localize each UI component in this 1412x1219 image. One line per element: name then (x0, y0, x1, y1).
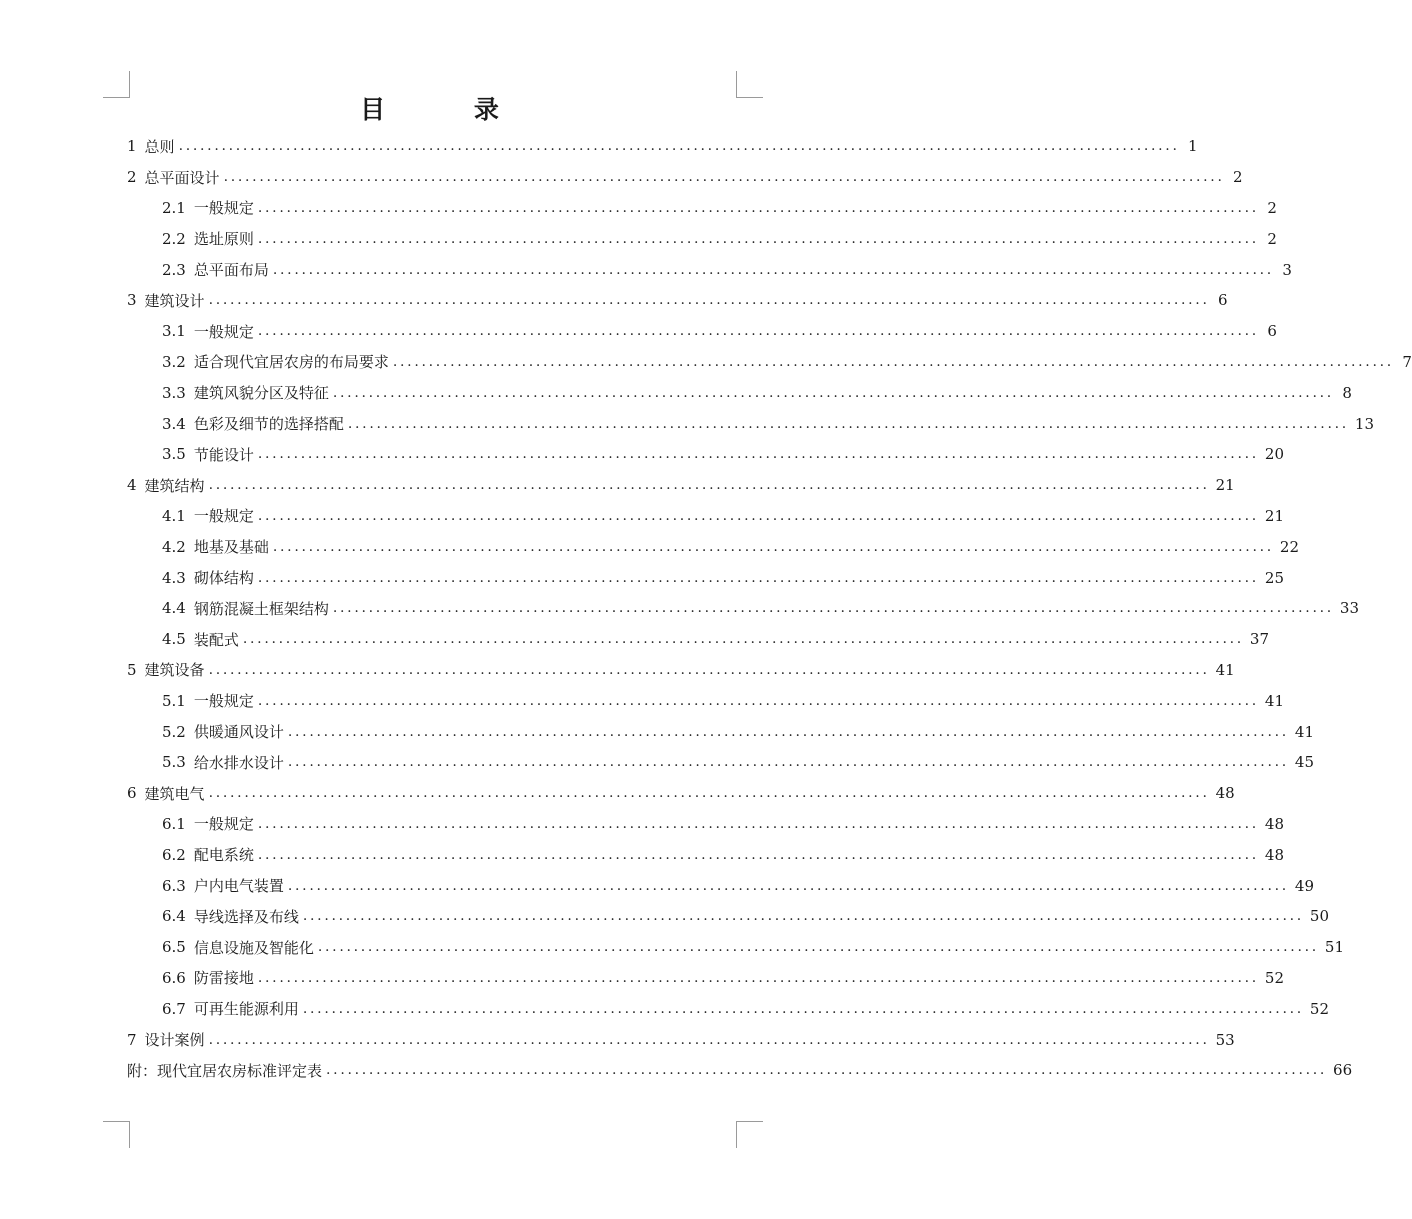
toc-entry-number: 5.1 (162, 691, 186, 710)
dot-leader: ............................................................................................................................................ (208, 785, 1210, 802)
toc-section-entry[interactable] (127, 347, 1412, 378)
dot-leader: ............................................................................................................................................ (178, 138, 1180, 155)
toc-entry-title: 供暖通风设计 (193, 723, 284, 742)
dot-leader: ............................................................................................................................................ (287, 877, 1289, 894)
dot-leader: ............................................................................................................................................ (287, 723, 1289, 740)
toc-entry-number: 5.3 (162, 753, 186, 772)
toc-entry-title: 适合现代宜居农房的布局要求 (193, 353, 389, 372)
toc-entry-title: 装配式 (193, 630, 239, 649)
toc-entry-number: 6.4 (162, 907, 186, 926)
toc-chapter-entry[interactable] (127, 778, 1235, 809)
toc-entry-number: 4.2 (162, 537, 186, 556)
dot-leader: ............................................................................................................................................ (257, 507, 1259, 524)
toc-page-number: 41 (1215, 660, 1235, 679)
toc-entry-title: 砌体结构 (193, 569, 254, 588)
toc-entry-number: 3.2 (162, 352, 186, 371)
dot-leader: ............................................................................................................................................ (347, 415, 1349, 432)
toc-section-entry[interactable] (127, 193, 1277, 224)
toc-entry-title: 建筑结构 (144, 476, 205, 495)
toc-page-number: 2 (1233, 168, 1243, 187)
page-title: 目 录 (360, 95, 539, 124)
toc-section-entry[interactable] (127, 377, 1352, 408)
toc-page-number: 37 (1249, 630, 1269, 649)
toc-entry-title: 设计案例 (144, 1031, 205, 1049)
dot-leader: ............................................................................................................................................ (257, 569, 1259, 586)
toc-entry-number: 6.2 (162, 845, 186, 864)
toc-page-number: 48 (1264, 845, 1284, 864)
toc-entry-title: 配电系统 (193, 846, 254, 865)
dot-leader: ............................................................................................................................................ (257, 969, 1259, 986)
toc-section-entry[interactable] (127, 624, 1269, 655)
toc-section-entry[interactable] (127, 685, 1284, 716)
toc-page-number: 2 (1267, 229, 1277, 248)
dot-leader: ............................................................................................................................................ (257, 846, 1259, 863)
toc-entry-number: 6.3 (162, 876, 186, 895)
dot-leader: ............................................................................................................................................ (272, 261, 1274, 278)
dot-leader: ............................................................................................................................................ (208, 292, 1210, 309)
toc-entry-number: 6.5 (162, 938, 186, 957)
toc-entry-number: 3.5 (162, 445, 186, 464)
toc-entry-title: 一般规定 (193, 815, 254, 834)
dot-leader: ............................................................................................................................................ (392, 353, 1394, 370)
toc-chapter-entry[interactable] (127, 162, 1243, 193)
toc-entry-title: 一般规定 (193, 199, 254, 218)
dot-leader: ............................................................................................................................................ (257, 446, 1259, 463)
toc-entry-number: 3.1 (162, 322, 186, 341)
toc-entry-number: 4.5 (162, 630, 186, 649)
toc-page-number: 53 (1215, 1030, 1235, 1049)
toc-entry-title: 户内电气装置 (193, 877, 284, 896)
toc-entry-title: 给水排水设计 (193, 753, 284, 772)
dot-leader: ............................................................................................................................................ (317, 939, 1319, 956)
dot-leader: ............................................................................................................................................ (332, 384, 1334, 401)
toc-entry-title: 节能设计 (193, 445, 254, 464)
toc-entry-title: 建筑风貌分区及特征 (193, 384, 329, 403)
toc-page-number: 21 (1264, 506, 1284, 525)
toc-page-number: 48 (1264, 814, 1284, 833)
dot-leader: ............................................................................................................................................ (332, 600, 1334, 617)
toc-section-entry[interactable] (127, 316, 1277, 347)
toc-section-entry[interactable] (127, 963, 1284, 994)
toc-entry-number: 3.4 (162, 414, 186, 433)
toc-page-number: 52 (1264, 968, 1284, 987)
toc-entry-title: 导线选择及布线 (193, 907, 299, 926)
toc-entry-number: 4 (127, 476, 137, 495)
toc-page-number: 8 (1342, 383, 1352, 402)
toc-page-number: 51 (1324, 938, 1344, 957)
dot-leader: ............................................................................................................................................ (302, 1000, 1304, 1017)
dot-leader: ............................................................................................................................................ (257, 815, 1259, 832)
toc-section-entry[interactable] (127, 501, 1284, 532)
toc-section-entry[interactable] (127, 562, 1284, 593)
toc-page-number: 7 (1402, 352, 1412, 371)
toc-entry-number: 2.3 (162, 260, 186, 279)
toc-section-entry[interactable] (127, 408, 1374, 439)
toc-page-number: 50 (1309, 907, 1329, 926)
toc-chapter-entry[interactable] (127, 470, 1235, 501)
toc-chapter-entry[interactable] (127, 131, 1198, 162)
toc-entry-title: 地基及基础 (193, 538, 269, 557)
dot-leader: ............................................................................................................................................ (326, 1062, 1328, 1079)
toc-page-number: 22 (1279, 537, 1299, 556)
toc-page-number: 13 (1354, 414, 1374, 433)
toc-entry-number: 6.6 (162, 968, 186, 987)
toc-section-entry[interactable] (127, 593, 1359, 624)
toc-entry-number: 4.1 (162, 506, 186, 525)
toc-entry-title: 一般规定 (193, 507, 254, 526)
toc-section-entry[interactable] (127, 223, 1277, 254)
toc-entry-title: 附：现代宜居农房标准评定表 (127, 1061, 323, 1080)
toc-entry-number: 6.1 (162, 814, 186, 833)
page-corner-mark-bottom-right (736, 1121, 763, 1148)
toc-section-entry[interactable] (127, 809, 1284, 840)
toc-section-entry[interactable] (127, 254, 1292, 285)
toc-page-number: 21 (1215, 476, 1235, 495)
toc-section-entry[interactable] (127, 839, 1284, 870)
toc-entry-title: 建筑设备 (144, 661, 205, 680)
toc-entry-number: 2.2 (162, 229, 186, 248)
toc-page-number: 3 (1282, 260, 1292, 279)
toc-entry-title: 选址原则 (193, 230, 254, 249)
dot-leader: ............................................................................................................................................ (287, 754, 1289, 771)
toc-page-number: 1 (1188, 137, 1198, 156)
dot-leader: ............................................................................................................................................ (257, 230, 1259, 247)
toc-page-number: 66 (1333, 1061, 1353, 1080)
toc-page-number: 20 (1264, 445, 1284, 464)
toc-entry-title: 钢筋混凝土框架结构 (193, 599, 329, 618)
toc-section-entry[interactable] (127, 932, 1344, 963)
toc-page-number: 41 (1264, 691, 1284, 710)
toc-entry-number: 1 (127, 137, 137, 156)
toc-section-entry[interactable] (127, 716, 1314, 747)
dot-leader: ............................................................................................................................................ (272, 538, 1274, 555)
toc-entry-number: 5 (127, 660, 137, 679)
toc-page-number: 45 (1294, 753, 1314, 772)
toc-entry-number: 6 (127, 784, 137, 803)
toc-entry-number: 3 (127, 291, 137, 310)
toc-section-entry[interactable] (127, 870, 1314, 901)
toc-page-number: 6 (1218, 291, 1228, 310)
toc-entry-number: 5.2 (162, 722, 186, 741)
toc-page-number: 49 (1294, 876, 1314, 895)
toc-page-number: 52 (1309, 999, 1329, 1018)
toc-entry-number: 4.4 (162, 599, 186, 618)
toc-chapter-entry[interactable] (127, 285, 1228, 316)
toc-entry-number: 3.3 (162, 383, 186, 402)
toc-section-entry[interactable] (127, 901, 1329, 932)
toc-entry-title: 总平面设计 (144, 168, 220, 187)
toc-page-number: 6 (1267, 322, 1277, 341)
toc-entry-number: 4.3 (162, 568, 186, 587)
toc-entry-title: 信息设施及智能化 (193, 938, 314, 957)
dot-leader: ............................................................................................................................................ (208, 477, 1210, 494)
toc-entry-number: 2.1 (162, 198, 186, 217)
dot-leader: ............................................................................................................................................ (223, 169, 1225, 186)
toc-entry-title: 总则 (144, 137, 175, 156)
table-of-contents (127, 131, 1412, 1086)
toc-page-number: 25 (1264, 568, 1284, 587)
toc-page-number: 2 (1267, 198, 1277, 217)
page-corner-mark-bottom-left (103, 1121, 130, 1148)
toc-entry-title: 防雷接地 (193, 969, 254, 988)
dot-leader: ............................................................................................................................................ (302, 908, 1304, 925)
dot-leader: ............................................................................................................................................ (208, 1031, 1210, 1048)
toc-page-number: 33 (1339, 599, 1359, 618)
toc-entry-number: 6.7 (162, 999, 186, 1018)
toc-entry-title: 总平面布局 (193, 261, 269, 280)
dot-leader: ............................................................................................................................................ (208, 661, 1210, 678)
toc-page-number: 41 (1294, 722, 1314, 741)
toc-chapter-entry[interactable] (127, 1055, 1353, 1086)
toc-section-entry[interactable] (127, 439, 1284, 470)
toc-entry-title: 建筑设计 (144, 291, 205, 310)
toc-entry-title: 一般规定 (193, 692, 254, 711)
toc-entry-title: 建筑电气 (144, 784, 205, 803)
toc-entry-title: 色彩及细节的选择搭配 (193, 415, 344, 434)
toc-section-entry[interactable] (127, 531, 1299, 562)
dot-leader: ............................................................................................................................................ (257, 199, 1259, 216)
dot-leader: ............................................................................................................................................ (257, 323, 1259, 340)
toc-chapter-entry[interactable] (127, 655, 1235, 686)
toc-entry-title: 一般规定 (193, 322, 254, 341)
toc-section-entry[interactable] (127, 993, 1329, 1024)
dot-leader: ............................................................................................................................................ (242, 631, 1244, 648)
toc-chapter-entry[interactable] (127, 1024, 1235, 1055)
toc-entry-number: 2 (127, 168, 137, 187)
toc-section-entry[interactable] (127, 747, 1314, 778)
toc-entry-number: 7 (127, 1030, 137, 1049)
dot-leader: ............................................................................................................................................ (257, 692, 1259, 709)
toc-entry-title: 可再生能源利用 (193, 1000, 299, 1019)
toc-page-number: 48 (1215, 784, 1235, 803)
